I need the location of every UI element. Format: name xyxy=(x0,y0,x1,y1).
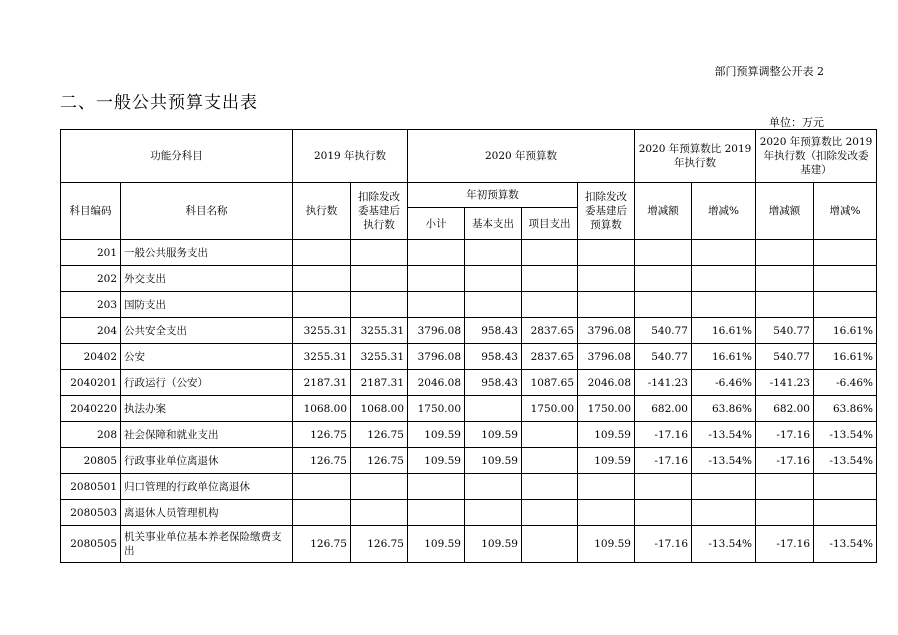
cell-name: 离退休人员管理机构 xyxy=(121,500,293,526)
cell-inc-amount-1: 682.00 xyxy=(635,396,692,422)
cell-inc-pct-1 xyxy=(692,474,756,500)
cell-inc-pct-1: 16.61% xyxy=(692,344,756,370)
cell-subtotal xyxy=(408,474,465,500)
cell-inc-pct-2 xyxy=(814,240,877,266)
header-project: 项目支出 xyxy=(522,208,578,240)
cell-code: 20402 xyxy=(61,344,121,370)
cell-subtotal xyxy=(408,500,465,526)
cell-budget-excl xyxy=(578,240,635,266)
table-row xyxy=(61,500,877,526)
cell-inc-amount-1 xyxy=(635,240,692,266)
cell-name: 公共安全支出 xyxy=(121,318,293,344)
cell-inc-pct-2 xyxy=(814,500,877,526)
cell-inc-amount-2 xyxy=(756,240,814,266)
cell-basic xyxy=(465,266,522,292)
cell-subtotal xyxy=(408,292,465,318)
cell-inc-pct-2: -6.46% xyxy=(814,370,877,396)
cell-inc-pct-1: 63.86% xyxy=(692,396,756,422)
cell-name: 执法办案 xyxy=(121,396,293,422)
cell-project: 1087.65 xyxy=(522,370,578,396)
cell-exec-excl: 2187.31 xyxy=(351,370,408,396)
cell-budget-excl xyxy=(578,474,635,500)
cell-inc-pct-2: -13.54% xyxy=(814,422,877,448)
cell-project xyxy=(522,526,578,563)
table-number-label: 部门预算调整公开表 2 xyxy=(714,65,824,78)
cell-basic: 958.43 xyxy=(465,318,522,344)
cell-inc-amount-1: -141.23 xyxy=(635,370,692,396)
cell-budget-excl xyxy=(578,292,635,318)
header-budget-2020: 2020 年预算数 xyxy=(408,130,635,183)
cell-budget-excl: 2046.08 xyxy=(578,370,635,396)
cell-inc-amount-1: -17.16 xyxy=(635,526,692,563)
cell-name: 公安 xyxy=(121,344,293,370)
cell-basic xyxy=(465,292,522,318)
cell-name: 外交支出 xyxy=(121,266,293,292)
cell-project xyxy=(522,292,578,318)
header-name: 科目名称 xyxy=(121,183,293,240)
cell-exec xyxy=(293,500,351,526)
cell-basic xyxy=(465,240,522,266)
cell-subtotal: 109.59 xyxy=(408,422,465,448)
cell-inc-pct-1 xyxy=(692,240,756,266)
cell-exec xyxy=(293,266,351,292)
cell-inc-amount-1 xyxy=(635,266,692,292)
cell-inc-amount-1: -17.16 xyxy=(635,448,692,474)
cell-inc-amount-1: 540.77 xyxy=(635,318,692,344)
cell-inc-pct-2 xyxy=(814,292,877,318)
cell-name: 国防支出 xyxy=(121,292,293,318)
cell-inc-amount-2 xyxy=(756,500,814,526)
cell-basic xyxy=(465,396,522,422)
table-row xyxy=(61,422,877,448)
cell-basic: 109.59 xyxy=(465,448,522,474)
cell-code: 2080503 xyxy=(61,500,121,526)
cell-name: 行政事业单位离退休 xyxy=(121,448,293,474)
cell-inc-amount-2: -17.16 xyxy=(756,422,814,448)
cell-inc-amount-2 xyxy=(756,266,814,292)
cell-code: 2080505 xyxy=(61,526,121,563)
table-row xyxy=(61,370,877,396)
cell-basic: 958.43 xyxy=(465,370,522,396)
cell-inc-amount-1: 540.77 xyxy=(635,344,692,370)
cell-project xyxy=(522,422,578,448)
cell-inc-amount-2 xyxy=(756,292,814,318)
cell-code: 208 xyxy=(61,422,121,448)
cell-budget-excl: 1750.00 xyxy=(578,396,635,422)
header-code: 科目编码 xyxy=(61,183,121,240)
header-subtotal: 小计 xyxy=(408,208,465,240)
cell-code: 2080501 xyxy=(61,474,121,500)
cell-budget-excl: 3796.08 xyxy=(578,344,635,370)
cell-inc-amount-2: -17.16 xyxy=(756,448,814,474)
table-row xyxy=(61,448,877,474)
header-compare-exec: 2020 年预算数比 2019 年执行数 xyxy=(635,130,756,183)
cell-inc-amount-2 xyxy=(756,474,814,500)
cell-budget-excl xyxy=(578,500,635,526)
header-initial-budget: 年初预算数 xyxy=(408,183,578,208)
table-row xyxy=(61,344,877,370)
cell-exec-excl xyxy=(351,292,408,318)
table-row xyxy=(61,526,877,563)
header-function-subject: 功能分科目 xyxy=(61,130,293,183)
header-exec: 执行数 xyxy=(293,183,351,240)
cell-subtotal: 109.59 xyxy=(408,448,465,474)
cell-budget-excl: 109.59 xyxy=(578,526,635,563)
cell-inc-pct-1 xyxy=(692,266,756,292)
cell-basic: 958.43 xyxy=(465,344,522,370)
header-inc-pct-2: 增减% xyxy=(814,183,877,240)
cell-exec: 3255.31 xyxy=(293,318,351,344)
cell-name: 社会保障和就业支出 xyxy=(121,422,293,448)
cell-inc-pct-1: 16.61% xyxy=(692,318,756,344)
cell-exec xyxy=(293,292,351,318)
cell-inc-pct-2: -13.54% xyxy=(814,448,877,474)
cell-budget-excl: 109.59 xyxy=(578,422,635,448)
cell-inc-pct-2 xyxy=(814,266,877,292)
cell-inc-pct-1: -13.54% xyxy=(692,422,756,448)
cell-inc-amount-1 xyxy=(635,292,692,318)
cell-basic: 109.59 xyxy=(465,422,522,448)
cell-basic xyxy=(465,500,522,526)
budget-table xyxy=(60,129,877,563)
cell-project: 2837.65 xyxy=(522,318,578,344)
cell-inc-amount-1: -17.16 xyxy=(635,422,692,448)
cell-code: 2040220 xyxy=(61,396,121,422)
cell-subtotal: 1750.00 xyxy=(408,396,465,422)
cell-name: 机关事业单位基本养老保险缴费支出 xyxy=(121,526,293,563)
cell-exec: 3255.31 xyxy=(293,344,351,370)
cell-exec: 126.75 xyxy=(293,526,351,563)
cell-exec-excl xyxy=(351,500,408,526)
cell-subtotal: 2046.08 xyxy=(408,370,465,396)
cell-inc-pct-1: -6.46% xyxy=(692,370,756,396)
unit-label: 单位：万元 xyxy=(769,116,824,129)
cell-project: 1750.00 xyxy=(522,396,578,422)
cell-exec-excl xyxy=(351,266,408,292)
cell-basic: 109.59 xyxy=(465,526,522,563)
cell-project xyxy=(522,240,578,266)
header-exec-excl: 扣除发改委基建后执行数 xyxy=(351,183,408,240)
header-budget-excl: 扣除发改委基建后预算数 xyxy=(578,183,635,240)
cell-project xyxy=(522,500,578,526)
cell-code: 2040201 xyxy=(61,370,121,396)
cell-inc-amount-2: 682.00 xyxy=(756,396,814,422)
cell-inc-amount-1 xyxy=(635,474,692,500)
cell-exec-excl: 126.75 xyxy=(351,448,408,474)
cell-exec xyxy=(293,474,351,500)
header-basic: 基本支出 xyxy=(465,208,522,240)
cell-inc-pct-1 xyxy=(692,500,756,526)
header-inc-amount-1: 增减额 xyxy=(635,183,692,240)
table-body xyxy=(61,240,877,563)
cell-subtotal xyxy=(408,266,465,292)
cell-name: 行政运行（公安） xyxy=(121,370,293,396)
cell-exec xyxy=(293,240,351,266)
cell-subtotal: 3796.08 xyxy=(408,318,465,344)
cell-subtotal: 109.59 xyxy=(408,526,465,563)
cell-code: 20805 xyxy=(61,448,121,474)
cell-exec-excl: 126.75 xyxy=(351,526,408,563)
cell-budget-excl: 109.59 xyxy=(578,448,635,474)
cell-exec-excl xyxy=(351,240,408,266)
page-title: 二、一般公共预算支出表 xyxy=(60,93,258,113)
cell-code: 202 xyxy=(61,266,121,292)
cell-inc-pct-2: -13.54% xyxy=(814,526,877,563)
cell-basic xyxy=(465,474,522,500)
cell-project xyxy=(522,448,578,474)
cell-exec: 126.75 xyxy=(293,422,351,448)
table-row xyxy=(61,266,877,292)
table-row xyxy=(61,474,877,500)
cell-exec: 126.75 xyxy=(293,448,351,474)
header-compare-excl: 2020 年预算数比 2019 年执行数（扣除发改委基建） xyxy=(756,130,877,183)
cell-inc-pct-2: 16.61% xyxy=(814,318,877,344)
cell-subtotal xyxy=(408,240,465,266)
cell-project xyxy=(522,474,578,500)
cell-inc-amount-2: 540.77 xyxy=(756,344,814,370)
cell-inc-pct-1 xyxy=(692,292,756,318)
cell-inc-pct-2 xyxy=(814,474,877,500)
cell-name: 一般公共服务支出 xyxy=(121,240,293,266)
cell-code: 203 xyxy=(61,292,121,318)
cell-inc-amount-2: -17.16 xyxy=(756,526,814,563)
cell-exec-excl: 1068.00 xyxy=(351,396,408,422)
header-exec-2019: 2019 年执行数 xyxy=(293,130,408,183)
cell-exec: 2187.31 xyxy=(293,370,351,396)
cell-project: 2837.65 xyxy=(522,344,578,370)
cell-inc-amount-1 xyxy=(635,500,692,526)
cell-inc-amount-2: 540.77 xyxy=(756,318,814,344)
cell-exec-excl: 126.75 xyxy=(351,422,408,448)
cell-inc-pct-1: -13.54% xyxy=(692,526,756,563)
cell-exec-excl: 3255.31 xyxy=(351,318,408,344)
table-row xyxy=(61,292,877,318)
header-inc-amount-2: 增减额 xyxy=(756,183,814,240)
table-row xyxy=(61,240,877,266)
cell-exec-excl: 3255.31 xyxy=(351,344,408,370)
cell-inc-amount-2: -141.23 xyxy=(756,370,814,396)
cell-exec: 1068.00 xyxy=(293,396,351,422)
cell-project xyxy=(522,266,578,292)
cell-code: 204 xyxy=(61,318,121,344)
header-inc-pct-1: 增减% xyxy=(692,183,756,240)
cell-subtotal: 3796.08 xyxy=(408,344,465,370)
table-row xyxy=(61,396,877,422)
cell-name: 归口管理的行政单位离退休 xyxy=(121,474,293,500)
cell-exec-excl xyxy=(351,474,408,500)
cell-budget-excl xyxy=(578,266,635,292)
cell-budget-excl: 3796.08 xyxy=(578,318,635,344)
cell-inc-pct-2: 16.61% xyxy=(814,344,877,370)
table-row xyxy=(61,318,877,344)
cell-inc-pct-1: -13.54% xyxy=(692,448,756,474)
cell-code: 201 xyxy=(61,240,121,266)
cell-inc-pct-2: 63.86% xyxy=(814,396,877,422)
